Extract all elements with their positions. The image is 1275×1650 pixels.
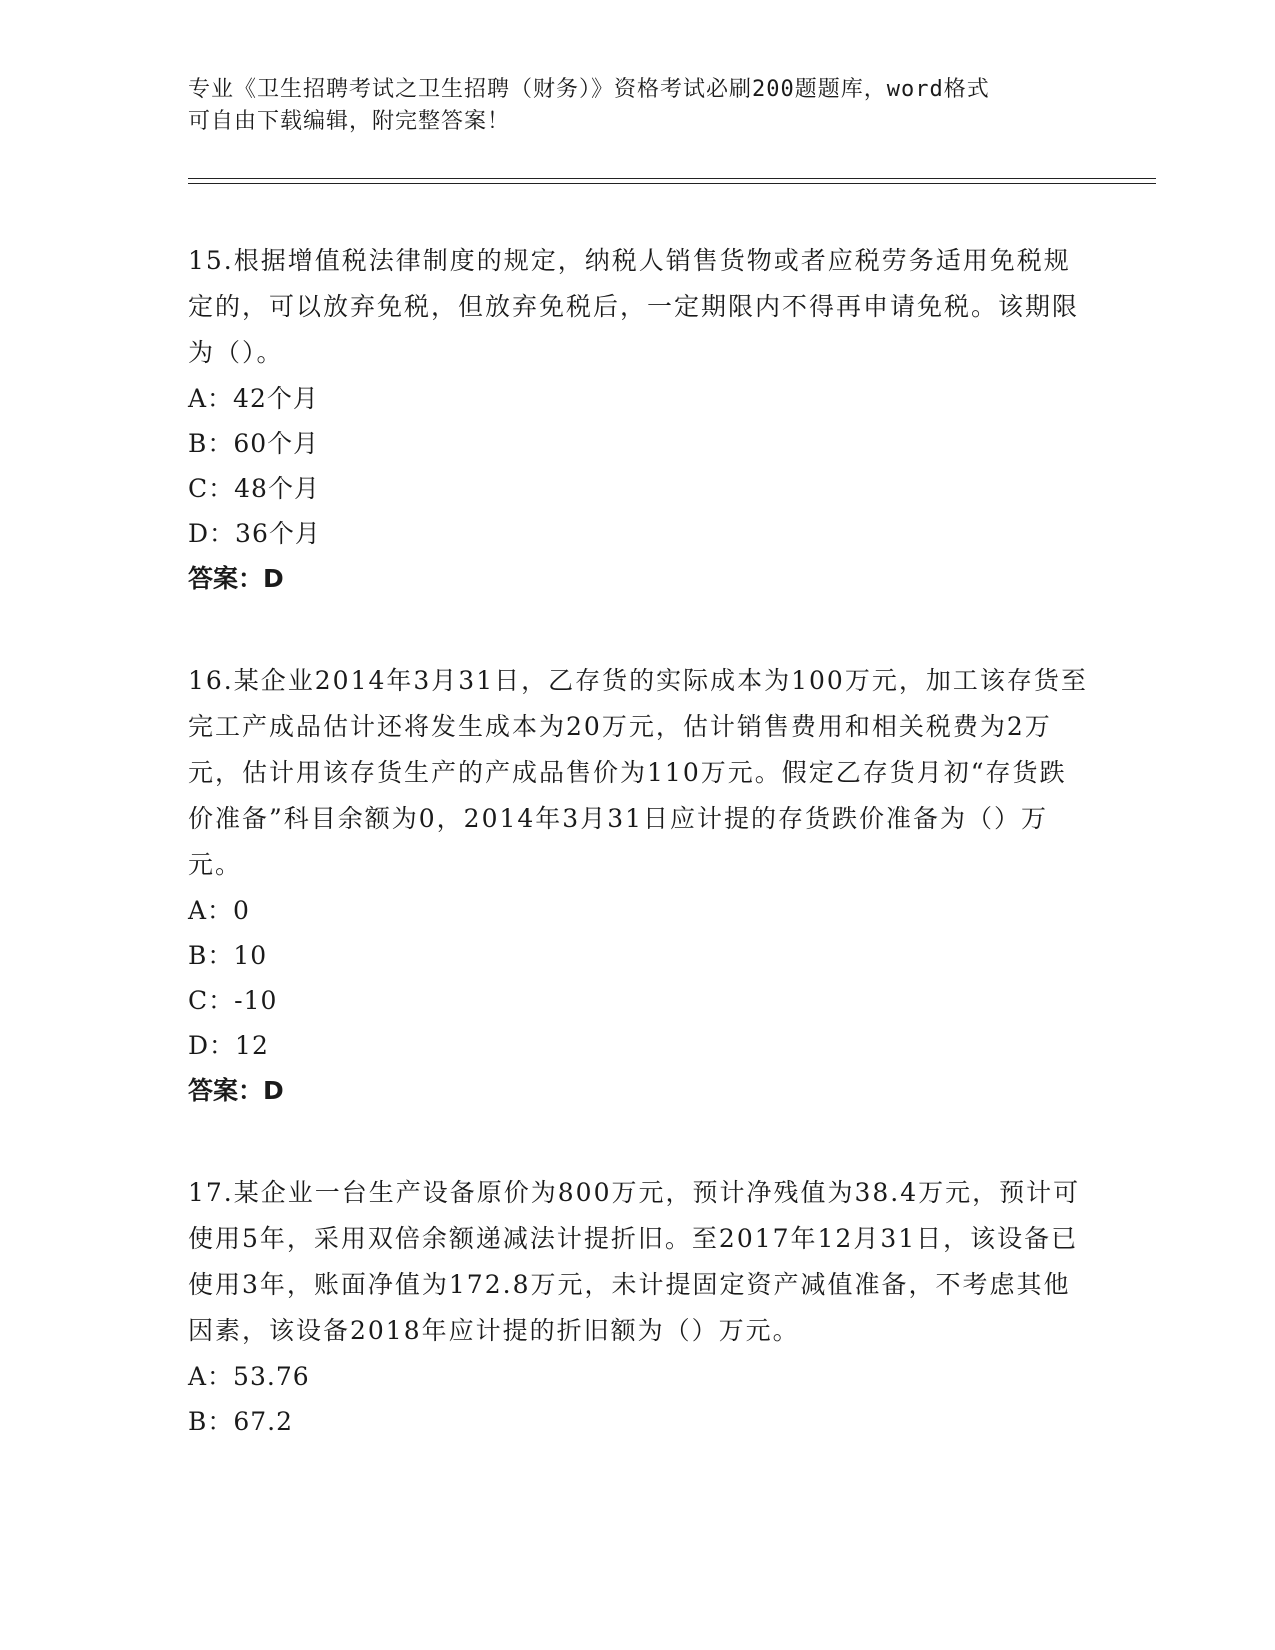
question-15 [188, 238, 1088, 602]
header-line-1: 专业《卫生招聘考试之卫生招聘（财务）》资格考试必刷200题题库，word格式 [188, 77, 990, 102]
question-list [188, 238, 1088, 1500]
option-a: A：42个月 [188, 384, 319, 413]
question-text: 17.某企业一台生产设备原价为800万元，预计净残值为38.4万元，预计可使用5年，采用双倍余额递减法计提折旧。至2017年12月31日，该设备已使用3年，账面净值为172.8万元，未计提固定资产减值准备，不考虑其他因素，该设备2018年应计提的折旧额为（）万元。 [188, 1178, 1081, 1345]
question-text: 15.根据增值税法律制度的规定，纳税人销售货物或者应税劳务适用免税规定的，可以放弃免税，但放弃免税后，一定期限内不得再申请免税。该期限为（）。 [188, 246, 1080, 367]
option-a: A：53.76 [188, 1362, 310, 1391]
option-b: B：60个月 [188, 429, 320, 458]
option-b: B：10 [188, 941, 268, 970]
document-header [188, 74, 1088, 138]
question-17 [188, 1170, 1088, 1444]
question-text: 16.某企业2014年3月31日，乙存货的实际成本为100万元，加工该存货至完工产成品估计还将发生成本为20万元，估计销售费用和相关税费为2万元，估计用该存货生产的产成品售价为110万元。假定乙存货月初“存货跌价准备”科目余额为0，2014年3月31日应计提的存货跌价准备为（）万元。 [188, 666, 1088, 879]
header-line-2: 可自由下载编辑，附完整答案！ [188, 109, 511, 134]
option-d: D：36个月 [188, 519, 321, 548]
question-16 [188, 658, 1088, 1114]
header-rule-bottom [188, 183, 1156, 184]
option-c: C：48个月 [188, 474, 320, 503]
answer: 答案：D [188, 564, 284, 593]
option-a: A：0 [188, 896, 250, 925]
answer: 答案：D [188, 1076, 284, 1105]
option-d: D：12 [188, 1031, 269, 1060]
option-b: B：67.2 [188, 1407, 294, 1436]
option-c: C：-10 [188, 986, 278, 1015]
header-rule-top [188, 178, 1156, 179]
